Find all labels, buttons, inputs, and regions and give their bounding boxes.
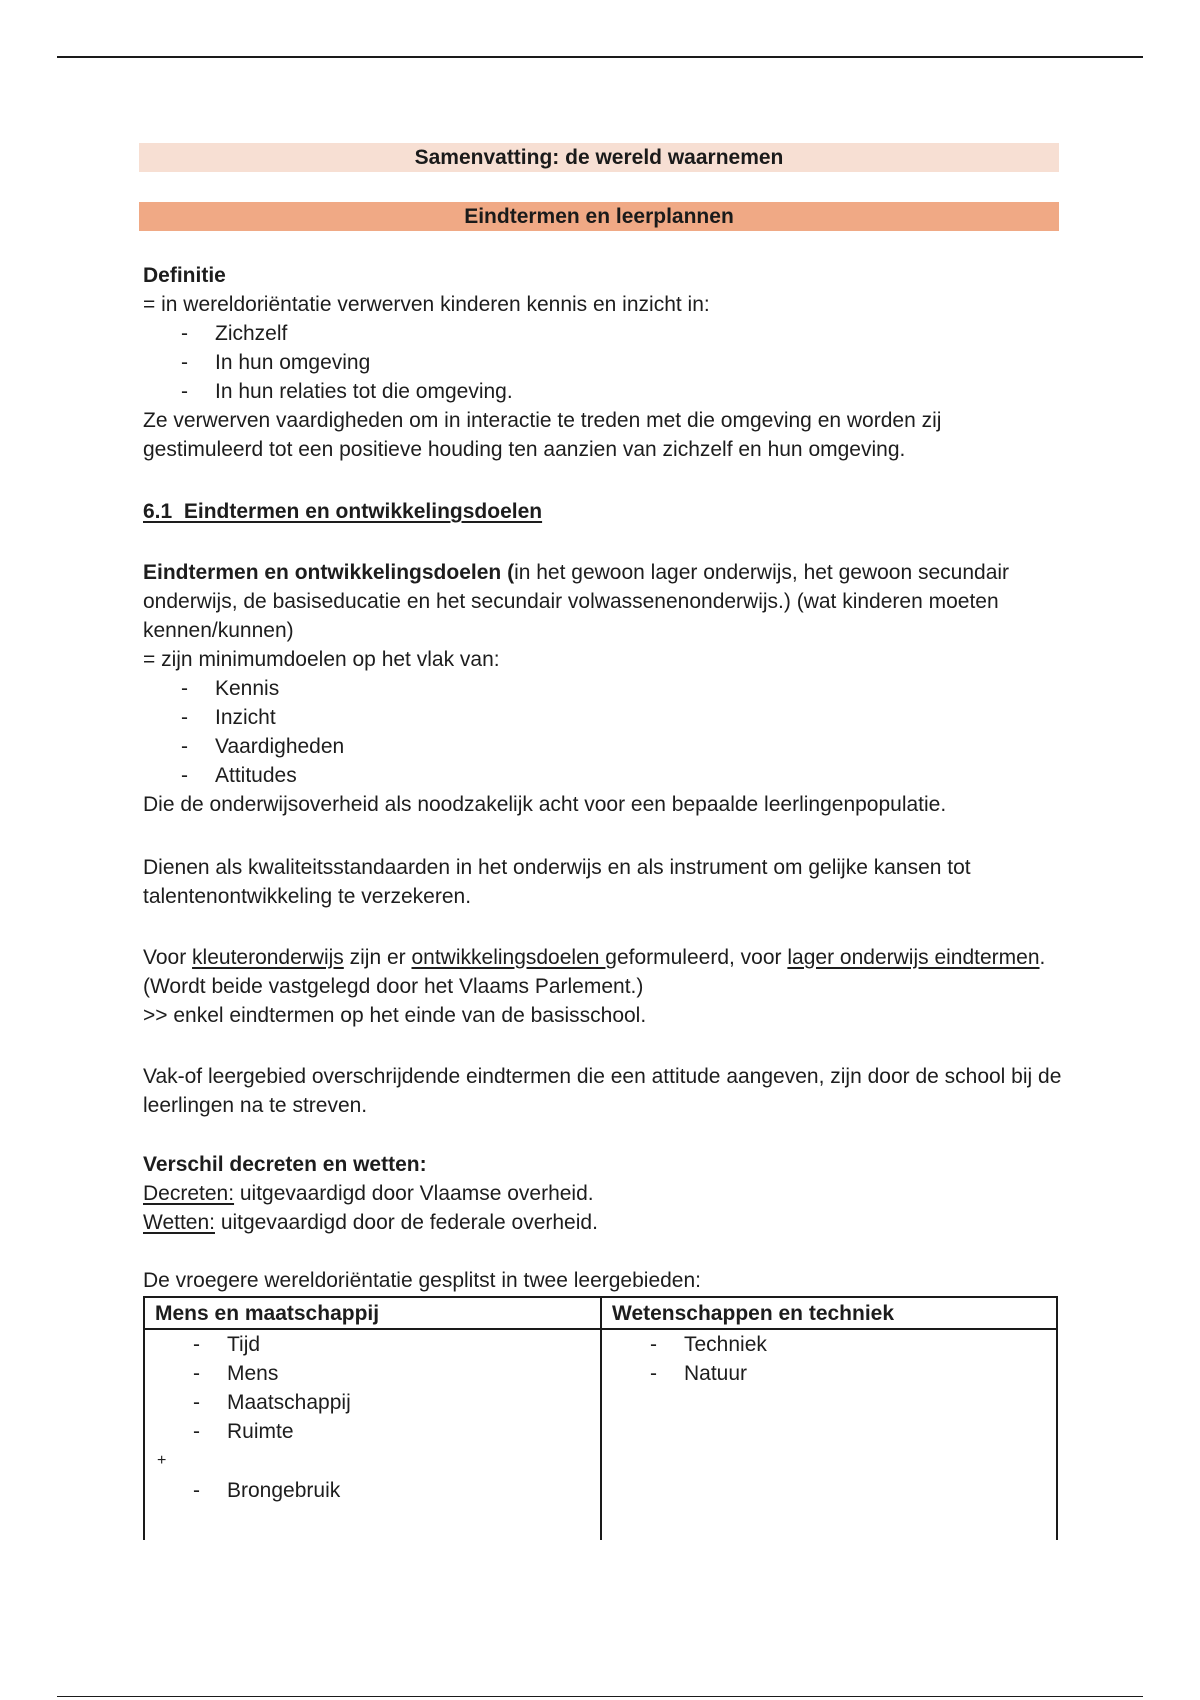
voor-text-3: eformuleerd, voor [616,946,788,969]
split-intro-block [143,1266,1063,1295]
vak-paragraph: Vak-of leergebied overschrijdende eindtermen die een attitude aangeven, zijn door de school bij de leerlingen na te streven. [143,1065,1062,1117]
list-item: - Natuur [602,1359,1056,1388]
list-item: - Ruimte [145,1417,600,1446]
list-item: - Maatschappij [145,1388,600,1417]
table-header-row [144,1297,1057,1329]
split-intro: De vroegere wereldoriëntatie gesplitst in twee leergebieden: [143,1269,701,1292]
list-item: - Tijd [145,1330,600,1359]
enkel-eindtermen: >> enkel eindtermen op het einde van de basisschool. [143,1004,647,1027]
table-cell-mens [144,1329,601,1540]
definitie-list [143,319,1063,406]
quality-paragraph: Dienen als kwaliteitsstandaarden in het onderwijs en als instrument om gelijke kansen tot talentenontwikkeling te verzekeren. [143,856,971,908]
document-title: Samenvatting: de wereld waarnemen [139,143,1059,172]
voor-text-1: Voor [143,946,193,969]
decreten-text: uitgevaardigd door Vlaamse overheid. [234,1182,594,1205]
table-row [144,1329,1057,1540]
table-cell-wetenschappen [601,1329,1057,1540]
section-banner: Eindtermen en leerplannen [139,202,1059,231]
mens-extra-list [145,1476,600,1505]
decreten-line [143,1179,1063,1208]
plus-sign: + [157,1452,167,1469]
top-rule [57,56,1143,58]
list-item: - In hun relaties tot die omgeving. [143,377,1063,406]
definitie-block [143,261,1063,464]
table-header-wetenschappen: Wetenschappen en techniek [601,1297,1057,1329]
leergebieden-table [143,1296,1058,1540]
definitie-closing: Ze verwerven vaardigheden om in interactie te treden met die omgeving en worden zij gestimuleerd tot een positieve houding ten aanzien van zichzelf en hun omgeving. [143,409,942,461]
list-item: - Brongebruik [145,1476,600,1505]
list-item: - In hun omgeving [143,348,1063,377]
eindtermen-lead-bold: Eindtermen en ontwikkelingsdoelen ( [143,561,515,584]
voor-text-2: zijn er [343,946,412,969]
voor-text-4: . (Wordt beide vastgelegd door het Vlaams Parlement.) [143,946,1046,998]
eindtermen-after-list: Die de onderwijsoverheid als noodzakelijk acht voor een bepaalde leerlingenpopulatie. [143,793,947,816]
eindtermen-intro: = zijn minimumdoelen op het vlak van: [143,648,500,671]
mens-list [145,1330,600,1446]
list-item: - Mens [145,1359,600,1388]
wetten-text: uitgevaardigd door de federale overheid. [214,1211,598,1234]
list-item: - Techniek [602,1330,1056,1359]
eindtermen-lead [143,558,1063,645]
voor-ontwikkelingsdoelen: ontwikkelingsdoelen g [411,946,617,969]
voor-block [143,943,1063,1030]
eindtermen-list [143,674,1063,790]
eindtermen-block [143,558,1063,819]
bottom-rule [57,1696,1143,1697]
list-item: - Vaardigheden [143,732,1063,761]
voor-paragraph [143,943,1063,1001]
verschil-heading: Verschil decreten en wetten: [143,1153,427,1176]
eindtermen-lead-rest: in het gewoon lager onderwijs, het gewoon secundair onderwijs, de basiseducatie en het secundair volwassenenonderwijs.) (wat kinderen moeten kennen/kunnen) [143,561,1010,642]
section-6-1-heading: 6.1 Eindtermen en ontwikkelingsdoelen [143,500,543,523]
section-6-1-heading-block [143,497,1063,526]
definitie-heading: Definitie [143,264,226,287]
list-item: - Inzicht [143,703,1063,732]
quality-block [143,853,1063,911]
table-header-mens: Mens en maatschappij [144,1297,601,1329]
voor-kleuteronderwijs: kleuteronderwijs [192,946,344,969]
verschil-block [143,1150,1063,1237]
list-item: - Attitudes [143,761,1063,790]
list-item: - Zichzelf [143,319,1063,348]
wetten-line [143,1208,1063,1237]
wetenschappen-list [602,1330,1056,1388]
wetten-label: Wetten: [143,1211,215,1234]
decreten-label: Decreten: [143,1182,235,1205]
definitie-intro: = in wereldoriëntatie verwerven kinderen kennis en inzicht in: [143,293,710,316]
vak-block [143,1062,1063,1120]
list-item: - Kennis [143,674,1063,703]
voor-lager-onderwijs: lager onderwijs eindtermen [787,946,1040,969]
